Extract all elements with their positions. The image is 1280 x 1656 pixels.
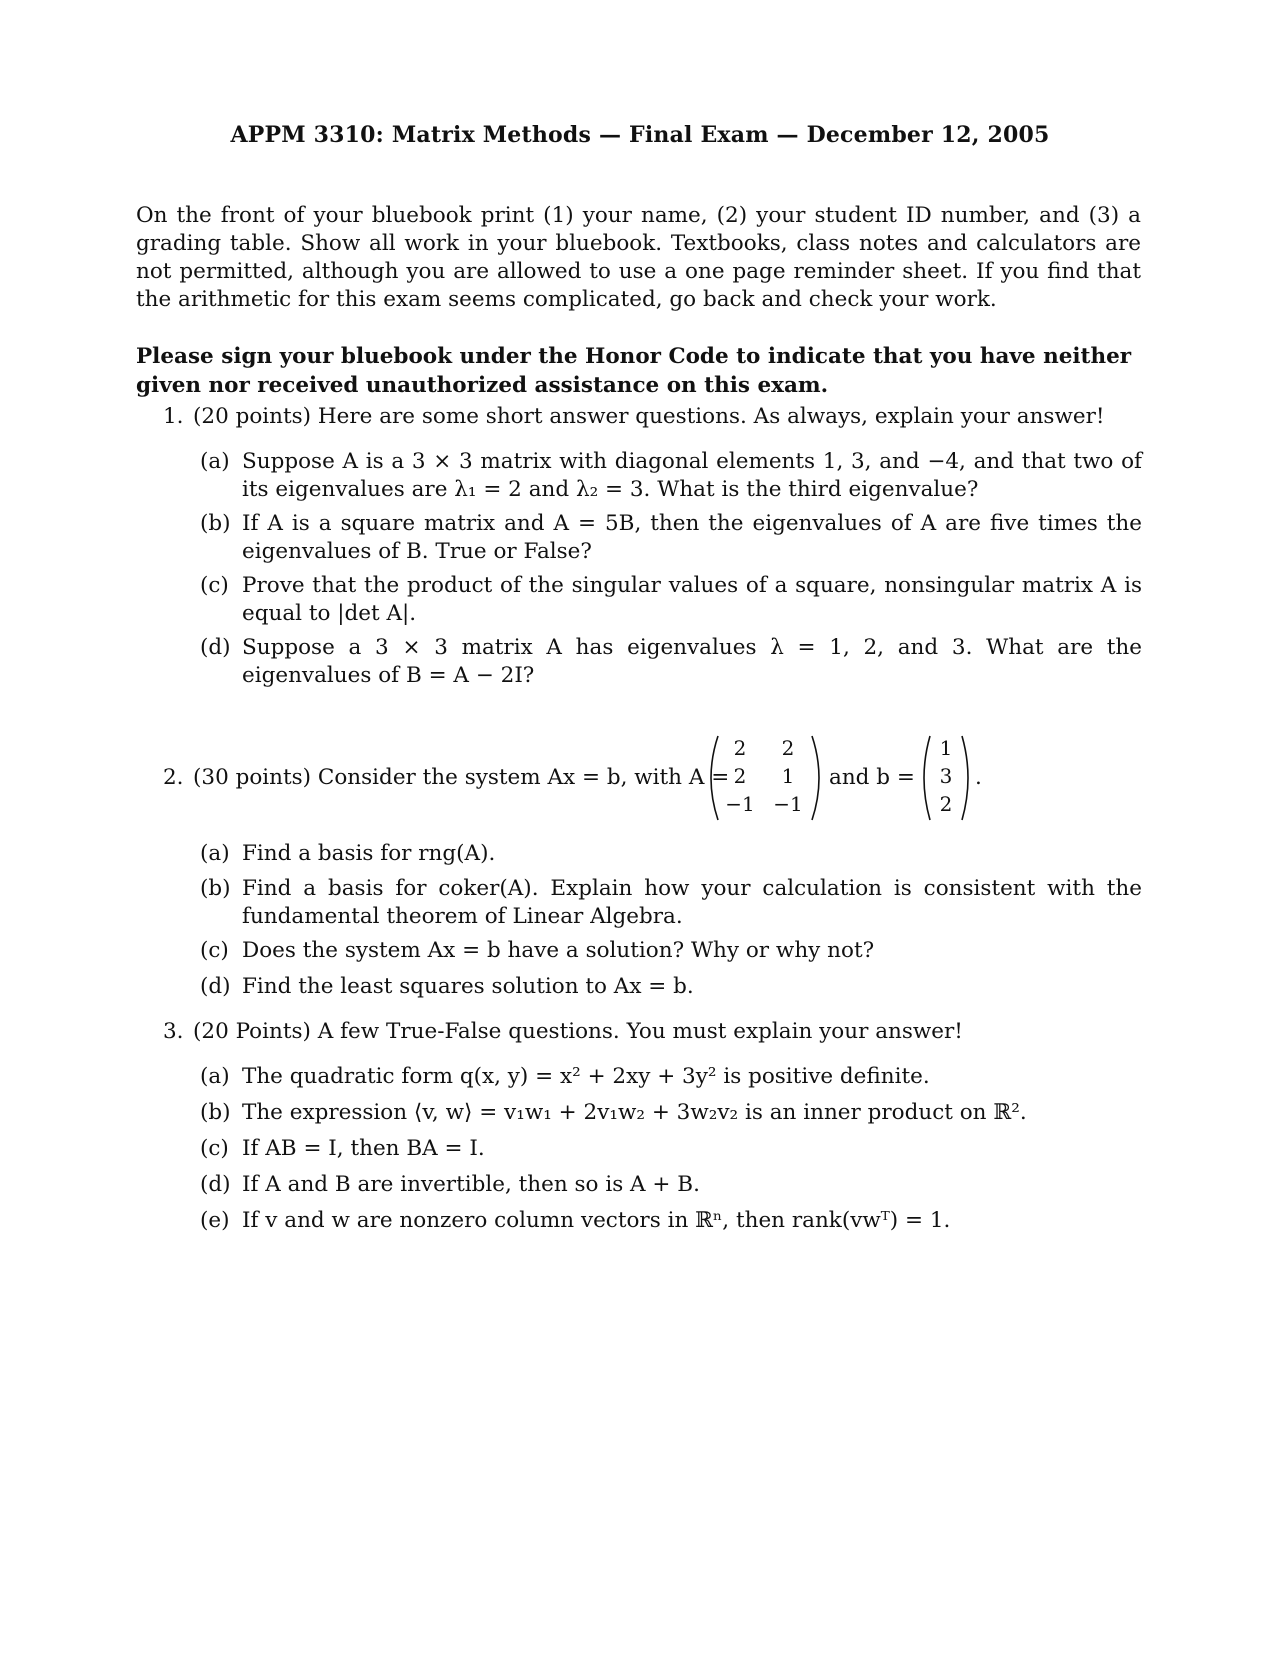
part-label: (a) (200, 841, 230, 866)
exam-title: APPM 3310: Matrix Methods — Final Exam — December 12, 2005 (230, 122, 1050, 148)
question-3d (200, 1171, 1142, 1199)
part-label: (d) (200, 974, 231, 999)
part-label: (c) (200, 1136, 229, 1161)
matrix-A-cell: 2 (733, 736, 747, 760)
question-2 (163, 764, 729, 792)
part-text: Find the least squares solution to Ax = b. (242, 974, 694, 999)
part-text: Find a basis for coker(A). Explain how your calculation is consistent with the fundamental theorem of Linear Algebra. (242, 876, 1142, 929)
part-label: (c) (200, 938, 229, 963)
part-label: (d) (200, 635, 231, 660)
question-1c (200, 572, 1142, 628)
part-text: If AB = I, then BA = I. (242, 1136, 485, 1161)
part-text: The quadratic form q(x, y) = x² + 2xy + 3y² is positive definite. (242, 1064, 930, 1089)
matrix-A-cell: 1 (781, 764, 795, 788)
question-3-number: 3. (163, 1019, 184, 1044)
matrix-A-cell: −1 (725, 792, 755, 816)
question-3a (200, 1063, 1142, 1091)
part-label: (a) (200, 1064, 230, 1089)
question-1 (163, 403, 1105, 431)
part-text: If v and w are nonzero column vectors in ℝⁿ, then rank(vwᵀ) = 1. (242, 1208, 951, 1233)
question-1b (200, 510, 1142, 566)
vector-b-cell: 1 (939, 736, 953, 760)
question-3 (163, 1018, 963, 1046)
part-text: Suppose a 3 × 3 matrix A has eigenvalues λ = 1, 2, and 3. What are the eigenvalues of B = A − 2I? (242, 635, 1142, 688)
question-2-number: 2. (163, 765, 184, 790)
question-1-text: (20 points) Here are some short answer questions. As always, explain your answer! (193, 404, 1105, 429)
question-2c (200, 937, 1142, 965)
part-text: The expression ⟨v, w⟩ = v₁w₁ + 2v₁w₂ + 3w₂v₂ is an inner product on ℝ². (242, 1100, 1027, 1125)
question-2d (200, 973, 1142, 1001)
question-3c (200, 1135, 1142, 1163)
part-label: (d) (200, 1172, 231, 1197)
vector-b-cell: 3 (939, 764, 953, 788)
part-label: (b) (200, 511, 231, 536)
vector-b (920, 734, 972, 822)
matrix-A-cell: 2 (733, 764, 747, 788)
part-text: If A is a square matrix and A = 5B, then the eigenvalues of A are five times the eigenvalues of B. True or False? (242, 511, 1142, 564)
matrix-A-cell: 2 (781, 736, 795, 760)
part-label: (b) (200, 1100, 231, 1125)
part-label: (a) (200, 449, 230, 474)
matrix-A-cell: −1 (773, 792, 803, 816)
part-text: Suppose A is a 3 × 3 matrix with diagonal elements 1, 3, and −4, and that two of its eigenvalues are λ₁ = 2 and λ₂ = 3. What is the third eigenvalue? (242, 449, 1142, 502)
question-3b (200, 1099, 1142, 1127)
question-2a (200, 840, 1142, 868)
question-2-period: . (975, 765, 982, 790)
question-3-text: (20 Points) A few True-False questions. You must explain your answer! (193, 1019, 963, 1044)
part-label: (b) (200, 876, 231, 901)
question-3e (200, 1207, 1142, 1235)
question-1a (200, 448, 1142, 504)
question-1d (200, 634, 1142, 690)
part-label: (c) (200, 573, 229, 598)
question-1-number: 1. (163, 404, 184, 429)
part-text: Find a basis for rng(A). (242, 841, 496, 866)
instructions-paragraph: On the front of your bluebook print (1) your name, (2) your student ID number, and (3) a grading table. Show all work in your bluebook. Textbooks, class notes and calculators are not permitted, although you are allowed to use a one page reminder sheet. If you find that the arithmetic for this exam seems complicated, go back and check your work. (136, 203, 1141, 312)
honor-code-statement: Please sign your bluebook under the Honor Code to indicate that you have neither given nor received unauthorized assistance on this exam. (136, 344, 1132, 398)
matrix-A (706, 734, 824, 822)
vector-b-cell: 2 (939, 792, 953, 816)
question-2-and-b: and b = (829, 765, 915, 790)
question-2-text: (30 points) Consider the system Ax = b, with A = (193, 765, 730, 790)
question-2b (200, 875, 1142, 931)
part-label: (e) (200, 1208, 230, 1233)
part-text: Prove that the product of the singular values of a square, nonsingular matrix A is equal to |det A|. (242, 573, 1142, 626)
part-text: Does the system Ax = b have a solution? Why or why not? (242, 938, 875, 963)
part-text: If A and B are invertible, then so is A + B. (242, 1172, 700, 1197)
